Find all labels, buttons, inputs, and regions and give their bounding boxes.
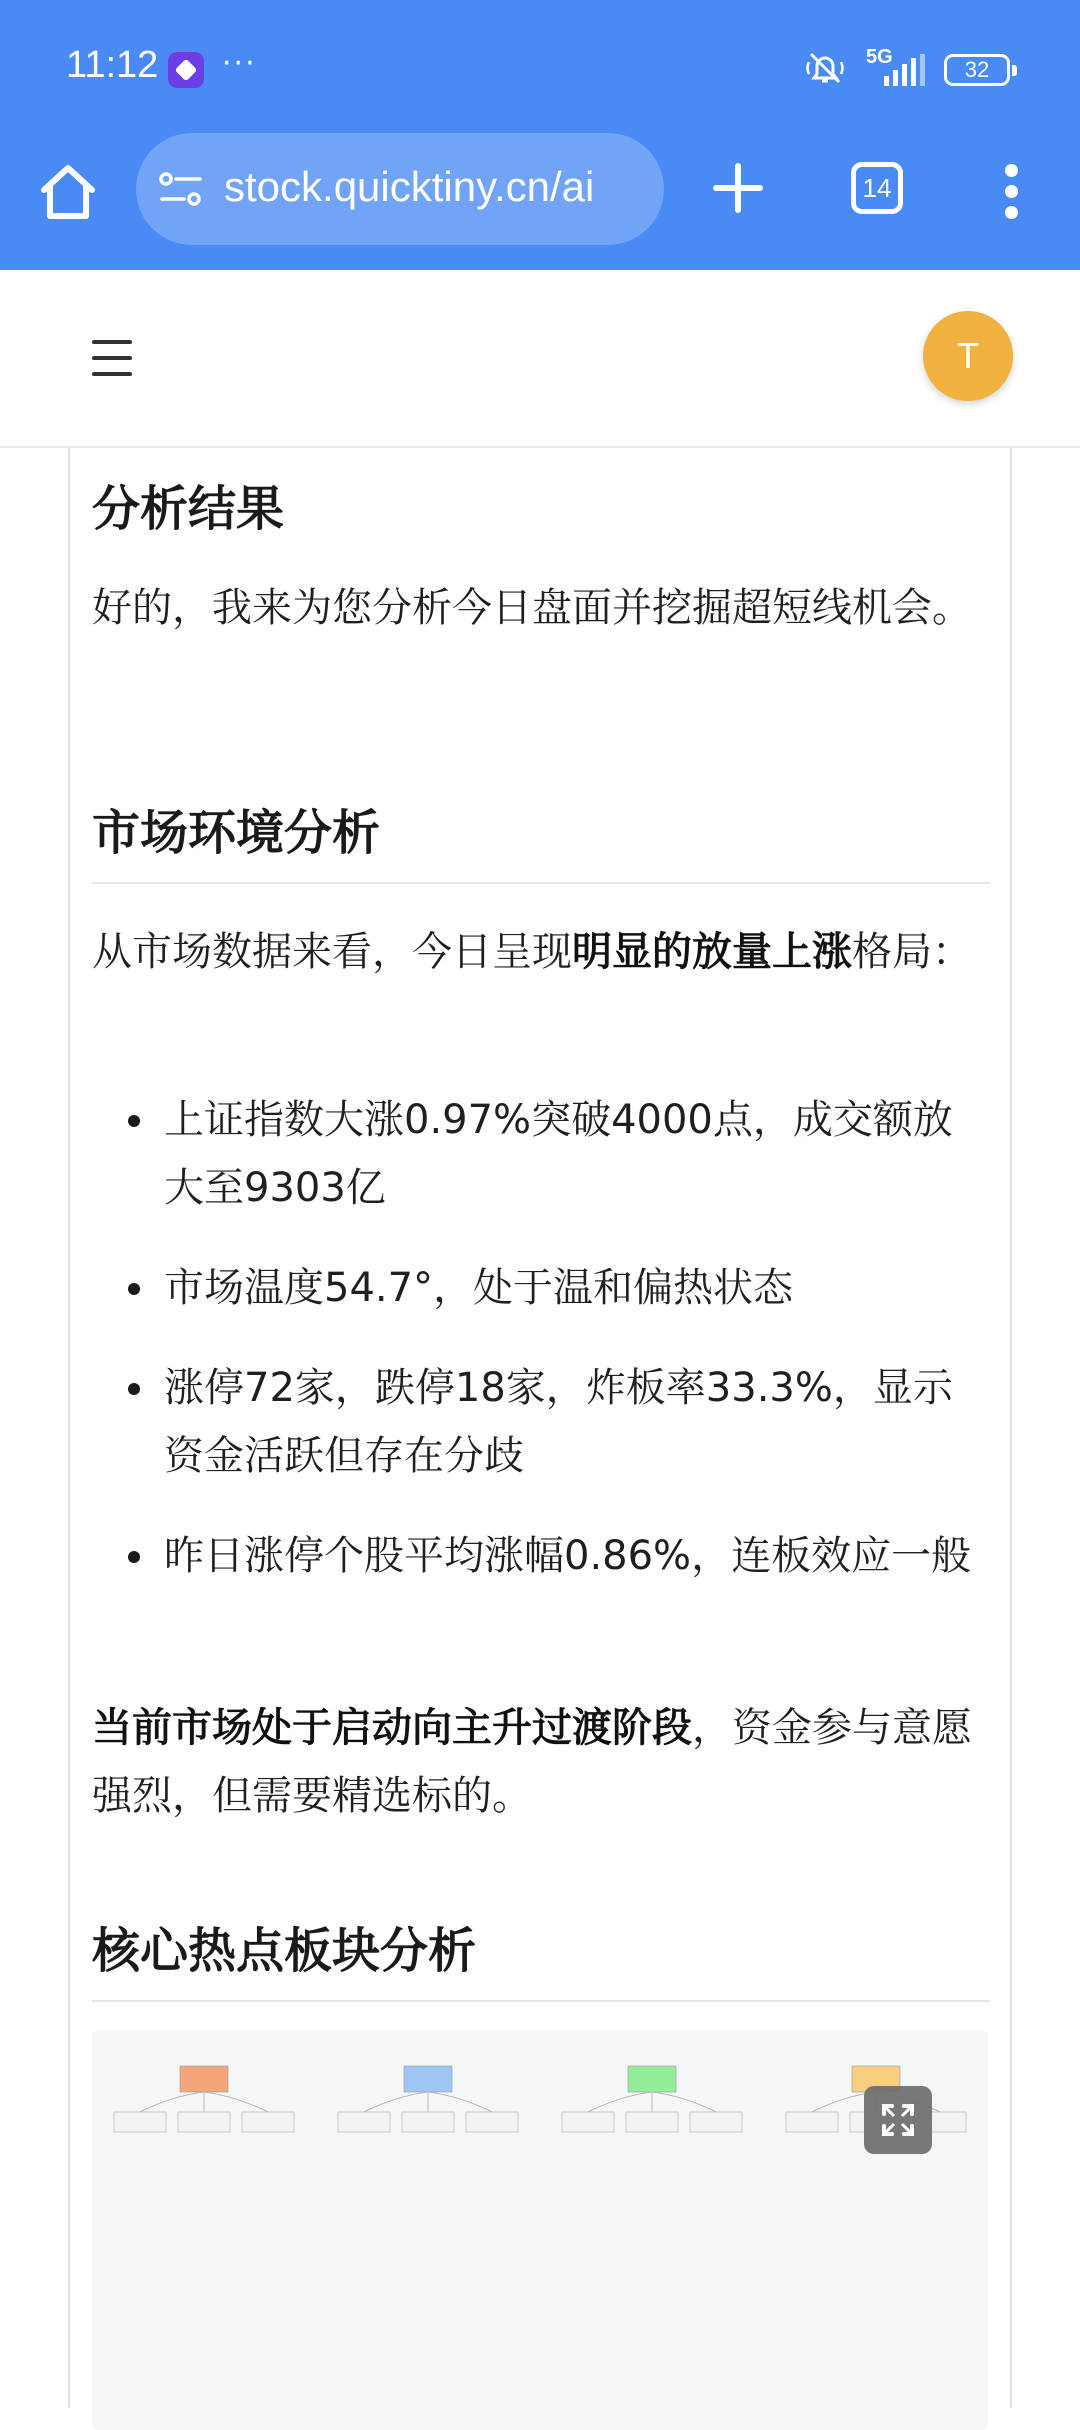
section-divider (92, 2000, 990, 2002)
status-time: 11:12 (66, 44, 159, 86)
home-icon[interactable] (36, 160, 100, 224)
diagram-child-node (402, 2112, 454, 2132)
network-type: 5G (866, 46, 893, 68)
status-bar (0, 0, 1080, 130)
diagram-child-node (562, 2112, 614, 2132)
diagram-root-node (404, 2066, 452, 2092)
diagram-edge (428, 2092, 492, 2112)
market-summary-text (92, 1694, 992, 1830)
list-item: 涨停72家，跌停18家，炸板率33.3%，显示资金活跃但存在分歧 (104, 1354, 984, 1490)
diagram-edge (652, 2092, 716, 2112)
diagram-root-node (628, 2066, 676, 2092)
hot-sector-title: 核心热点板块分析 (92, 1923, 477, 1979)
list-item: 市场温度54.7°，处于温和偏热状态 (104, 1254, 984, 1322)
mute-icon (803, 46, 847, 90)
market-lead-pre: 从市场数据来看，今日呈现 (92, 929, 572, 975)
diagram-child-node (338, 2112, 390, 2132)
signal-icon (880, 54, 930, 86)
diagram-child-node (690, 2112, 742, 2132)
diagram-child-node (626, 2112, 678, 2132)
browser-menu-icon[interactable] (996, 160, 1026, 224)
site-header (0, 270, 1080, 448)
diagram-root-node (180, 2066, 228, 2092)
market-summary-post: ，资金参与意愿强烈，但需要精选标的。 (92, 1705, 972, 1819)
market-bullet-list (104, 1086, 984, 1590)
browser-chrome (0, 0, 1080, 270)
diagram-edge (364, 2092, 428, 2112)
hamburger-menu-icon[interactable] (92, 340, 132, 376)
site-settings-icon[interactable] (158, 169, 204, 209)
diagram-edge (140, 2092, 204, 2112)
diagram-child-node (466, 2112, 518, 2132)
sector-diagram[interactable] (92, 2030, 988, 2430)
diagram-child-node (114, 2112, 166, 2132)
diagram-child-node (786, 2112, 838, 2132)
diagram-child-node (178, 2112, 230, 2132)
market-lead-text (92, 918, 992, 986)
section-divider (92, 882, 990, 884)
expand-icon[interactable] (864, 2086, 932, 2154)
list-item: 上证指数大涨0.97%突破4000点，成交额放大至9303亿 (104, 1086, 984, 1222)
address-bar[interactable] (136, 133, 664, 245)
battery-indicator: 32 (944, 54, 1010, 86)
diagram-edge (204, 2092, 268, 2112)
diagram-edge (588, 2092, 652, 2112)
more-notifications-icon: ··· (222, 46, 257, 81)
market-lead-emphasis: 明显的放量上涨 (572, 929, 852, 975)
diagram-child-node (242, 2112, 294, 2132)
market-lead-post: 格局： (852, 929, 972, 975)
sector-tree-diagram (92, 2030, 988, 2430)
user-avatar[interactable]: T (923, 311, 1013, 401)
list-item: 昨日涨停个股平均涨幅0.86%，连板效应一般 (104, 1522, 984, 1590)
tab-switcher-button[interactable]: 14 (851, 162, 903, 214)
market-summary-emphasis: 当前市场处于启动向主升过渡阶段 (92, 1705, 692, 1751)
url-text[interactable]: stock.quicktiny.cn/ai (224, 163, 595, 210)
app-notification-icon (168, 52, 204, 88)
market-section-title: 市场环境分析 (92, 805, 381, 861)
intro-text: 好的，我来为您分析今日盘面并挖掘超短线机会。 (92, 585, 972, 631)
new-tab-icon[interactable] (710, 160, 766, 216)
result-title: 分析结果 (92, 481, 285, 537)
